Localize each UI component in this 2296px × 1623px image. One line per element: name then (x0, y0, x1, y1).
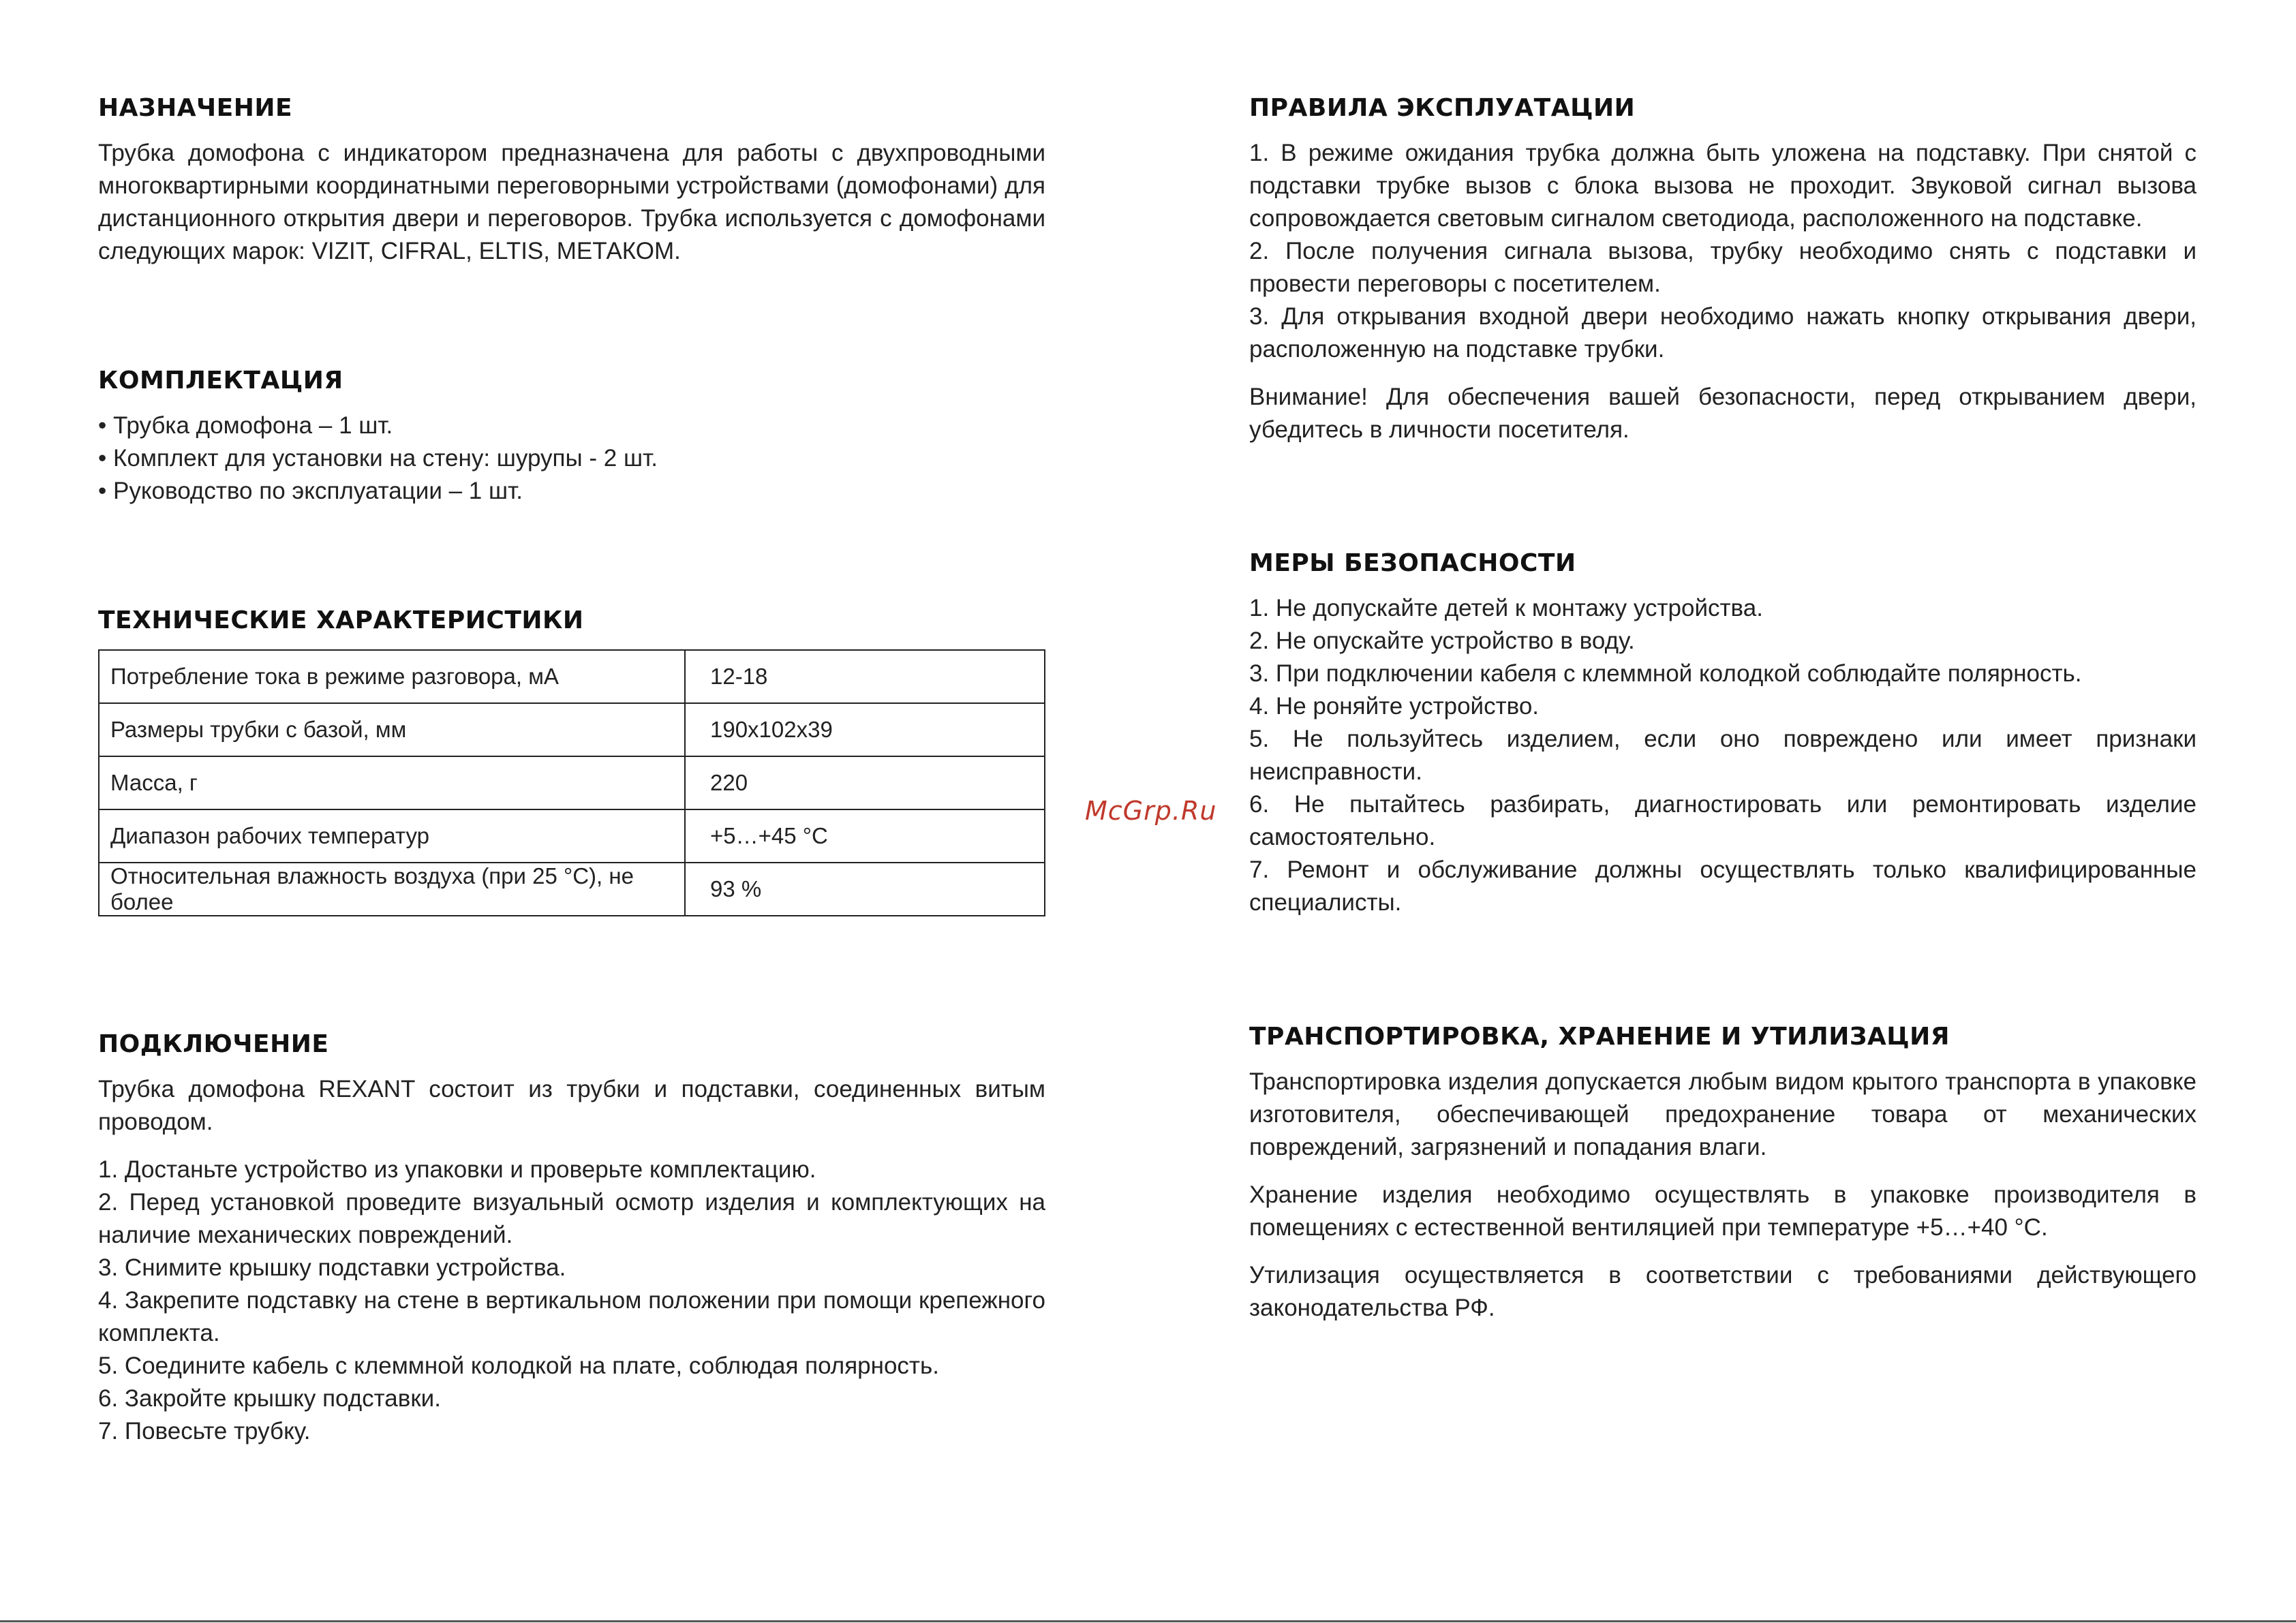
section-title-connection: ПОДКЛЮЧЕНИЕ (98, 1030, 329, 1058)
spec-value: 12-18 (685, 650, 1045, 703)
section-kit (98, 367, 1045, 508)
spec-label: Относительная влажность воздуха (при 25 °С), не более (99, 863, 685, 916)
list-item: 5. Не пользуйтесь изделием, если оно повреждено или имеет признаки неисправности. (1249, 726, 2196, 785)
section-transport (1249, 1023, 2196, 1325)
kit-item: • Руководство по эксплуатации – 1 шт. (98, 475, 1045, 508)
table-row (99, 809, 1045, 863)
section-operation (1249, 94, 2196, 446)
table-row (99, 703, 1045, 756)
table-row (99, 863, 1045, 916)
list-item: 2. Не опускайте устройство в воду. (1249, 628, 1635, 654)
list-item: 1. Достаньте устройство из упаковки и проверьте комплектацию. (98, 1156, 816, 1183)
section-title-safety: МЕРЫ БЕЗОПАСНОСТИ (1249, 549, 1576, 577)
transport-text: Транспортировка изделия допускается любым видом крытого транспорта в упаковке изготовителя, обеспечивающей предохранение товара от механических повреждений, загрязнений и попадания влаги. (1249, 1068, 2196, 1160)
storage-text: Хранение изделия необходимо осуществлять в упаковке производителя в помещениях с естественной вентиляцией при температуре +5…+40 °С. (1249, 1181, 2196, 1241)
list-item: 3. Для открывания входной двери необходимо нажать кнопку открывания двери, расположенную на подставке трубки. (1249, 303, 2196, 362)
spec-value: +5…+45 °С (685, 809, 1045, 863)
section-connection (98, 1030, 1045, 1448)
spec-value: 190х102х39 (685, 703, 1045, 756)
spec-value: 93 % (685, 863, 1045, 916)
spec-label: Масса, г (99, 756, 685, 809)
list-item: 7. Ремонт и обслуживание должны осуществлять только квалифицированные специалисты. (1249, 856, 2196, 916)
list-item: 3. При подключении кабеля с клеммной колодкой соблюдайте полярность. (1249, 660, 2082, 687)
spec-label: Потребление тока в режиме разговора, мА (99, 650, 685, 703)
connection-steps (98, 1154, 1045, 1448)
specs-table (98, 649, 1045, 916)
section-title-kit: КОМПЛЕКТАЦИЯ (98, 367, 343, 395)
section-title-specs: ТЕХНИЧЕСКИЕ ХАРАКТЕРИСТИКИ (98, 606, 584, 634)
list-item: 3. Снимите крышку подставки устройства. (98, 1254, 566, 1281)
spec-label: Диапазон рабочих температур (99, 809, 685, 863)
section-title-purpose: НАЗНАЧЕНИЕ (98, 94, 293, 122)
spec-value: 220 (685, 756, 1045, 809)
list-item: 7. Повесьте трубку. (98, 1418, 311, 1444)
disposal-text: Утилизация осуществляется в соответствии с требованиями действующего законодательства РФ. (1249, 1262, 2196, 1321)
table-row (99, 756, 1045, 809)
section-title-operation: ПРАВИЛА ЭКСПЛУАТАЦИИ (1249, 94, 1636, 122)
section-title-transport: ТРАНСПОРТИРОВКА, ХРАНЕНИЕ И УТИЛИЗАЦИЯ (1249, 1023, 1950, 1051)
section-safety (1249, 549, 2196, 919)
list-item: 2. После получения сигнала вызова, трубку необходимо снять с подставки и провести переговоры с посетителем. (1249, 238, 2196, 297)
list-item: 1. Не допускайте детей к монтажу устройства. (1249, 595, 1763, 621)
section-specs (98, 606, 1045, 916)
purpose-text: Трубка домофона с индикатором предназначена для работы с двухпроводными многоквартирными координатными переговорными устройствами (домофонами) для дистанционного открытия двери и переговоров. Трубка используется с домофонами следующих марок: VIZIT, CIFRAL, ELTIS, МЕТАКОМ. (98, 140, 1045, 264)
list-item: 6. Не пытайтесь разбирать, диагностировать или ремонтировать изделие самостоятельно. (1249, 791, 2196, 850)
kit-item: • Трубка домофона – 1 шт. (98, 409, 1045, 442)
connection-intro: Трубка домофона REXANT состоит из трубки и подставки, соединенных витым проводом. (98, 1076, 1045, 1135)
spec-label: Размеры трубки с базой, мм (99, 703, 685, 756)
table-row (99, 650, 1045, 703)
list-item: 1. В режиме ожидания трубка должна быть уложена на подставку. При снятой с подставки трубке вызов с блока вызова не проходит. Звуковой сигнал вызова сопровождается световым сигналом светодиода, расположенного на подставке. (1249, 140, 2196, 232)
list-item: 6. Закройте крышку подставки. (98, 1385, 441, 1412)
section-purpose (98, 94, 1045, 268)
list-item: 5. Соедините кабель с клеммной колодкой на плате, соблюдая полярность. (98, 1352, 939, 1379)
footer-divider (0, 1620, 2296, 1622)
list-item: 2. Перед установкой проведите визуальный осмотр изделия и комплектующих на наличие механических повреждений. (98, 1189, 1045, 1248)
kit-item: • Комплект для установки на стену: шурупы - 2 шт. (98, 442, 1045, 475)
list-item: 4. Закрепите подставку на стене в вертикальном положении при помощи крепежного комплекта. (98, 1287, 1045, 1346)
operation-note: Внимание! Для обеспечения вашей безопасности, перед открыванием двери, убедитесь в личности посетителя. (1249, 384, 2196, 443)
list-item: 4. Не роняйте устройство. (1249, 693, 1540, 720)
watermark: McGrp.Ru (1085, 796, 1217, 826)
